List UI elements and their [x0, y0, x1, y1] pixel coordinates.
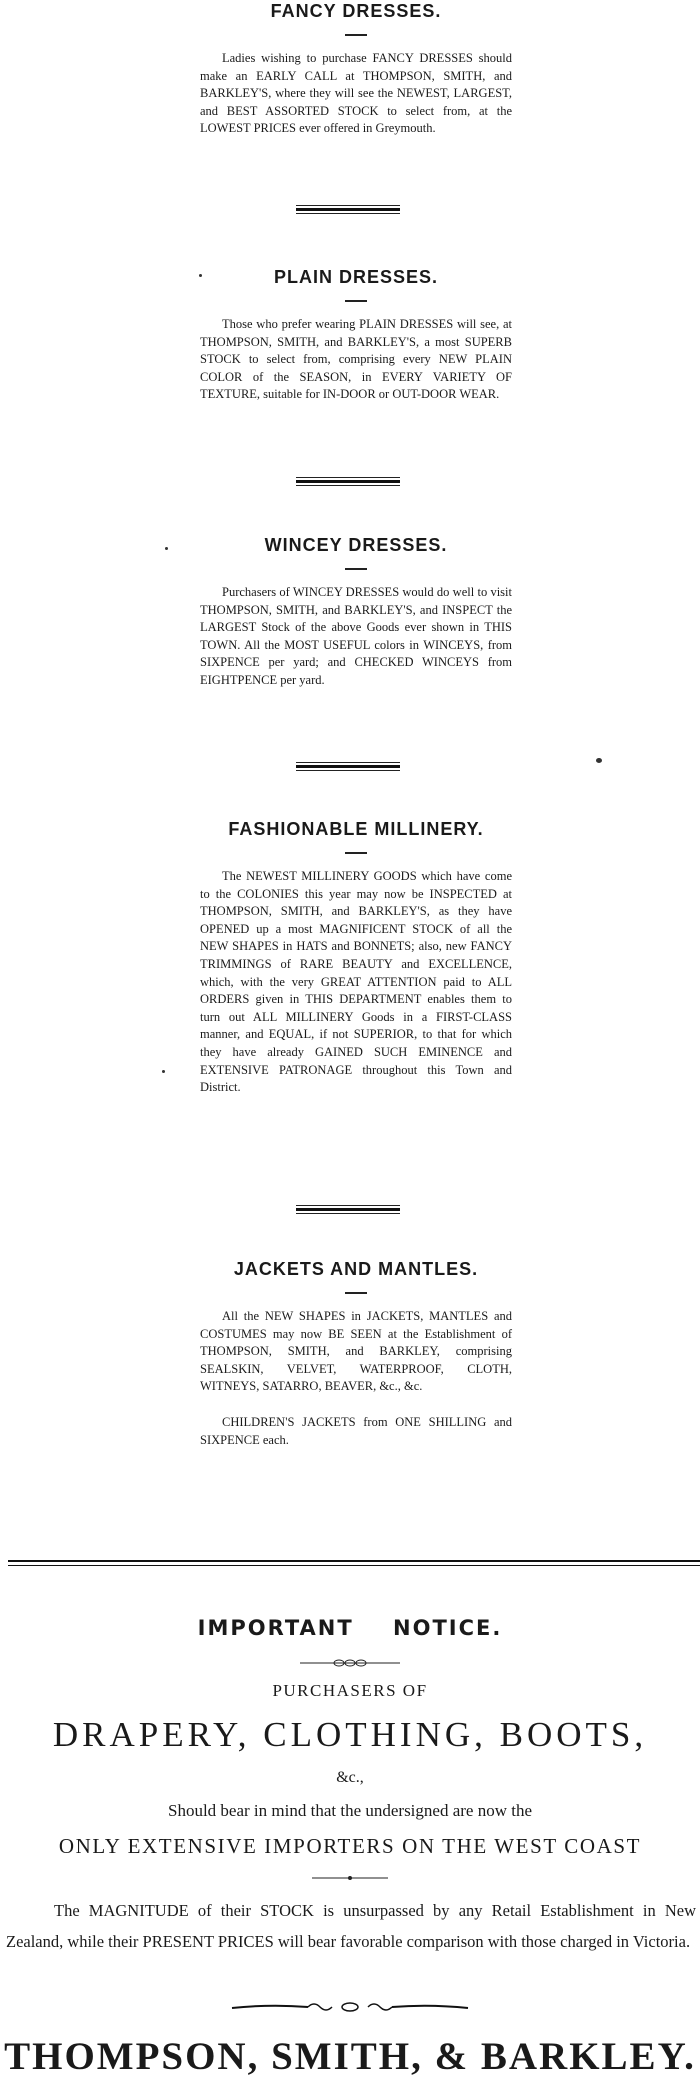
- ink-speck: [596, 758, 602, 763]
- section-separator: [296, 205, 400, 214]
- section-paragraph: Ladies wishing to purchase FANCY DRESSES should make an EARLY CALL at THOMPSON, SMITH, and BARKLEY'S, where they will see the NEWEST, LARGEST, and BEST ASSORTED STOCK to select from, at the LOWEST PRICES ever offered in Greymouth.: [200, 51, 512, 136]
- bear-in-mind-text: Should bear in mind that the undersigned are now the: [168, 1801, 532, 1820]
- section-fashionable-millinery: [200, 818, 512, 1097]
- section-title: PLAIN DRESSES.: [273, 267, 439, 287]
- section-separator: [296, 1205, 400, 1214]
- small-divider: [0, 1873, 700, 1883]
- section-title: FASHIONABLE MILLINERY.: [228, 819, 484, 839]
- title-rule: [345, 300, 367, 302]
- purchasers-of: PURCHASERS OF: [272, 1681, 428, 1700]
- magnitude-paragraph: The MAGNITUDE of their STOCK is unsurpassed by any Retail Establishment in New Zealand, while their PRESENT PRICES will bear favorable comparison with those charged in Victoria.: [6, 1901, 696, 1951]
- section-paragraph: Purchasers of WINCEY DRESSES would do well to visit THOMPSON, SMITH, and BARKLEY'S, and INSPECT the LARGEST Stock of the above Goods ever shown in THIS TOWN. All the MOST USEFUL colors in WINCEYS, from SIXPENCE per yard; and CHECKED WINCEYS from EIGHTPENCE per yard.: [200, 585, 512, 687]
- title-rule: [345, 1292, 367, 1294]
- notice-heading: IMPORTANT NOTICE.: [197, 1616, 503, 1640]
- section-separator: [296, 762, 400, 771]
- section-paragraph: All the NEW SHAPES in JACKETS, MANTLES and COSTUMES may now BE SEEN at the Establishment of THOMPSON, SMITH, and BARKLEY, comprising SEALSKIN, VELVET, WATERPROOF, CLOTH, WITNEYS, SATARRO, BEAVER, &c., &c.: [200, 1309, 512, 1394]
- flourish-divider: [0, 1999, 700, 2015]
- section-plain-dresses: [200, 266, 512, 404]
- ink-speck: [162, 1070, 165, 1073]
- section-title: JACKETS AND MANTLES.: [233, 1259, 479, 1279]
- firm-name: THOMPSON, SMITH, & BARKLEY.: [4, 2035, 696, 2078]
- section-paragraph: The NEWEST MILLINERY GOODS which have come to the COLONIES this year may now be INSPECTED at THOMPSON, SMITH, and BARKLEY'S, as they have OPENED up a most MAGNIFICENT STOCK of all the NEW SHAPES in HATS and BONNETS; also, new FANCY TRIMMINGS of RARE BEAUTY and EXCELLENCE, which, with the very GREAT ATTENTION paid to ALL ORDERS given in THIS DEPARTMENT enables them to turn out ALL MILLINERY Goods in a FIRST-CLASS manner, and EQUAL, if not SUPERIOR, to that for which they have already GAINED SUCH EMINENCE and EXTENSIVE PATRONAGE throughout this Town and District.: [200, 869, 512, 1095]
- etc-text: &c.,: [336, 1769, 364, 1786]
- section-fancy-dresses: [200, 0, 512, 138]
- importers-heading: ONLY EXTENSIVE IMPORTERS ON THE WEST COAST: [58, 1834, 642, 1858]
- section-title: FANCY DRESSES.: [270, 1, 442, 21]
- section-jackets-and-mantles: [200, 1258, 512, 1449]
- section-paragraph: Those who prefer wearing PLAIN DRESSES will see, at THOMPSON, SMITH, and BARKLEY'S, a most SUPERB STOCK to select from, comprising every NEW PLAIN COLOR of the SEASON, in EVERY VARIETY OF TEXTURE, suitable for IN-DOOR or OUT-DOOR WEAR.: [200, 317, 512, 402]
- section-separator: [296, 477, 400, 486]
- title-rule: [345, 852, 367, 854]
- goods-heading: DRAPERY, CLOTHING, BOOTS,: [52, 1715, 648, 1754]
- title-rule: [345, 34, 367, 36]
- section-wincey-dresses: [200, 534, 512, 690]
- section-title: WINCEY DRESSES.: [264, 535, 448, 555]
- ink-speck: [165, 547, 168, 550]
- section-paragraph: CHILDREN'S JACKETS from ONE SHILLING and SIXPENCE each.: [200, 1414, 512, 1447]
- ornament-divider: [0, 1657, 700, 1669]
- title-rule: [345, 568, 367, 570]
- notice-top-rule: [8, 1560, 700, 1566]
